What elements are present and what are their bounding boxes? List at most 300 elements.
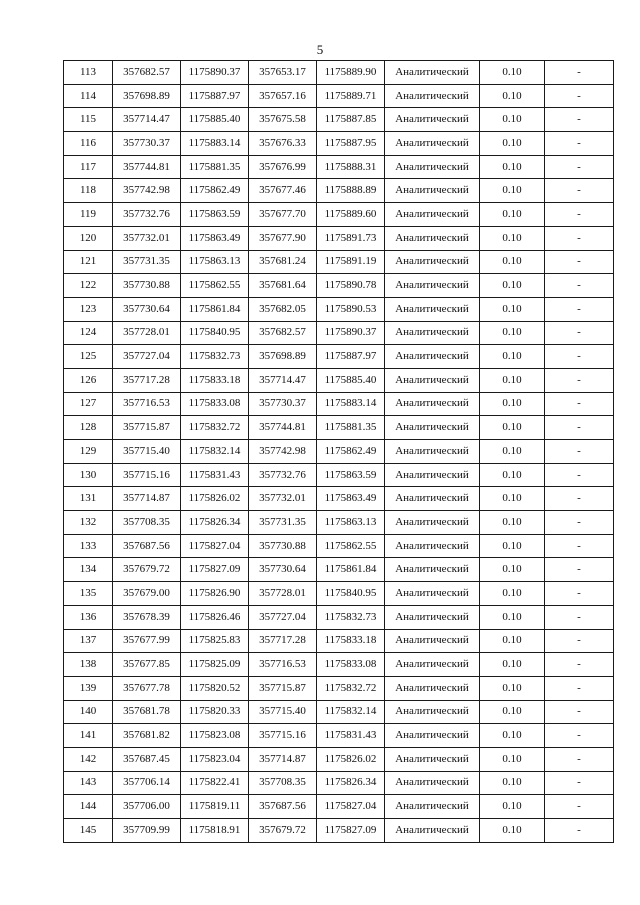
accuracy-cell: 0.10 [480, 226, 545, 250]
x-start-cell: 357731.35 [113, 250, 181, 274]
point-number-cell: 143 [64, 771, 113, 795]
y-start-cell: 1175818.91 [181, 819, 249, 843]
method-cell: Аналитический [385, 321, 480, 345]
note-cell: - [545, 250, 614, 274]
y-end-cell: 1175888.31 [317, 155, 385, 179]
note-cell: - [545, 61, 614, 85]
y-end-cell: 1175887.97 [317, 345, 385, 369]
note-cell: - [545, 463, 614, 487]
x-end-cell: 357677.70 [249, 203, 317, 227]
x-end-cell: 357679.72 [249, 819, 317, 843]
y-end-cell: 1175863.49 [317, 487, 385, 511]
table-row [64, 203, 614, 227]
x-end-cell: 357715.16 [249, 724, 317, 748]
table-row [64, 819, 614, 843]
point-number-cell: 142 [64, 747, 113, 771]
method-cell: Аналитический [385, 368, 480, 392]
method-cell: Аналитический [385, 771, 480, 795]
y-start-cell: 1175863.49 [181, 226, 249, 250]
x-end-cell: 357731.35 [249, 511, 317, 535]
method-cell: Аналитический [385, 463, 480, 487]
accuracy-cell: 0.10 [480, 440, 545, 464]
x-end-cell: 357714.47 [249, 368, 317, 392]
accuracy-cell: 0.10 [480, 108, 545, 132]
accuracy-cell: 0.10 [480, 629, 545, 653]
note-cell: - [545, 440, 614, 464]
y-end-cell: 1175827.09 [317, 819, 385, 843]
note-cell: - [545, 321, 614, 345]
method-cell: Аналитический [385, 653, 480, 677]
x-start-cell: 357677.99 [113, 629, 181, 653]
point-number-cell: 119 [64, 203, 113, 227]
y-end-cell: 1175831.43 [317, 724, 385, 748]
y-start-cell: 1175863.13 [181, 250, 249, 274]
point-number-cell: 116 [64, 132, 113, 156]
note-cell: - [545, 297, 614, 321]
y-end-cell: 1175861.84 [317, 558, 385, 582]
table-row [64, 297, 614, 321]
y-end-cell: 1175891.73 [317, 226, 385, 250]
accuracy-cell: 0.10 [480, 819, 545, 843]
y-start-cell: 1175887.97 [181, 84, 249, 108]
note-cell: - [545, 345, 614, 369]
method-cell: Аналитический [385, 203, 480, 227]
x-end-cell: 357727.04 [249, 605, 317, 629]
method-cell: Аналитический [385, 819, 480, 843]
note-cell: - [545, 724, 614, 748]
point-number-cell: 130 [64, 463, 113, 487]
method-cell: Аналитический [385, 132, 480, 156]
note-cell: - [545, 511, 614, 535]
y-start-cell: 1175822.41 [181, 771, 249, 795]
table-row [64, 771, 614, 795]
method-cell: Аналитический [385, 440, 480, 464]
x-end-cell: 357717.28 [249, 629, 317, 653]
y-start-cell: 1175820.33 [181, 700, 249, 724]
y-end-cell: 1175832.72 [317, 676, 385, 700]
table-row [64, 274, 614, 298]
y-start-cell: 1175827.04 [181, 534, 249, 558]
x-end-cell: 357682.05 [249, 297, 317, 321]
y-start-cell: 1175825.83 [181, 629, 249, 653]
table-row [64, 676, 614, 700]
accuracy-cell: 0.10 [480, 558, 545, 582]
note-cell: - [545, 819, 614, 843]
x-start-cell: 357715.16 [113, 463, 181, 487]
point-number-cell: 122 [64, 274, 113, 298]
note-cell: - [545, 795, 614, 819]
note-cell: - [545, 676, 614, 700]
note-cell: - [545, 132, 614, 156]
x-start-cell: 357677.85 [113, 653, 181, 677]
note-cell: - [545, 605, 614, 629]
x-end-cell: 357744.81 [249, 416, 317, 440]
note-cell: - [545, 534, 614, 558]
table-row [64, 463, 614, 487]
x-end-cell: 357715.40 [249, 700, 317, 724]
y-end-cell: 1175888.89 [317, 179, 385, 203]
point-number-cell: 137 [64, 629, 113, 653]
method-cell: Аналитический [385, 416, 480, 440]
point-number-cell: 117 [64, 155, 113, 179]
x-start-cell: 357679.72 [113, 558, 181, 582]
accuracy-cell: 0.10 [480, 345, 545, 369]
x-start-cell: 357706.14 [113, 771, 181, 795]
method-cell: Аналитический [385, 297, 480, 321]
x-start-cell: 357679.00 [113, 582, 181, 606]
accuracy-cell: 0.10 [480, 84, 545, 108]
y-start-cell: 1175832.72 [181, 416, 249, 440]
table-row [64, 582, 614, 606]
point-number-cell: 127 [64, 392, 113, 416]
y-start-cell: 1175826.46 [181, 605, 249, 629]
x-end-cell: 357681.64 [249, 274, 317, 298]
y-start-cell: 1175881.35 [181, 155, 249, 179]
x-start-cell: 357677.78 [113, 676, 181, 700]
method-cell: Аналитический [385, 226, 480, 250]
x-end-cell: 357708.35 [249, 771, 317, 795]
table-row [64, 416, 614, 440]
x-start-cell: 357698.89 [113, 84, 181, 108]
table-row [64, 605, 614, 629]
y-end-cell: 1175832.73 [317, 605, 385, 629]
accuracy-cell: 0.10 [480, 582, 545, 606]
point-number-cell: 134 [64, 558, 113, 582]
table-row [64, 511, 614, 535]
y-start-cell: 1175827.09 [181, 558, 249, 582]
point-number-cell: 124 [64, 321, 113, 345]
accuracy-cell: 0.10 [480, 724, 545, 748]
table-row [64, 747, 614, 771]
accuracy-cell: 0.10 [480, 463, 545, 487]
table-row [64, 700, 614, 724]
x-start-cell: 357714.87 [113, 487, 181, 511]
method-cell: Аналитический [385, 392, 480, 416]
point-number-cell: 131 [64, 487, 113, 511]
y-start-cell: 1175883.14 [181, 132, 249, 156]
table-row [64, 440, 614, 464]
method-cell: Аналитический [385, 155, 480, 179]
x-end-cell: 357730.64 [249, 558, 317, 582]
x-start-cell: 357730.64 [113, 297, 181, 321]
table-row [64, 487, 614, 511]
x-start-cell: 357714.47 [113, 108, 181, 132]
x-start-cell: 357715.40 [113, 440, 181, 464]
x-start-cell: 357730.37 [113, 132, 181, 156]
y-start-cell: 1175890.37 [181, 61, 249, 85]
x-end-cell: 357681.24 [249, 250, 317, 274]
y-end-cell: 1175889.60 [317, 203, 385, 227]
y-start-cell: 1175863.59 [181, 203, 249, 227]
x-end-cell: 357682.57 [249, 321, 317, 345]
note-cell: - [545, 558, 614, 582]
y-end-cell: 1175887.95 [317, 132, 385, 156]
y-end-cell: 1175863.59 [317, 463, 385, 487]
accuracy-cell: 0.10 [480, 605, 545, 629]
point-number-cell: 113 [64, 61, 113, 85]
accuracy-cell: 0.10 [480, 795, 545, 819]
accuracy-cell: 0.10 [480, 700, 545, 724]
y-start-cell: 1175825.09 [181, 653, 249, 677]
x-start-cell: 357732.01 [113, 226, 181, 250]
accuracy-cell: 0.10 [480, 368, 545, 392]
x-end-cell: 357716.53 [249, 653, 317, 677]
method-cell: Аналитический [385, 558, 480, 582]
x-start-cell: 357715.87 [113, 416, 181, 440]
y-start-cell: 1175840.95 [181, 321, 249, 345]
x-end-cell: 357728.01 [249, 582, 317, 606]
table-row [64, 132, 614, 156]
method-cell: Аналитический [385, 511, 480, 535]
point-number-cell: 133 [64, 534, 113, 558]
y-end-cell: 1175827.04 [317, 795, 385, 819]
x-end-cell: 357657.16 [249, 84, 317, 108]
x-start-cell: 357744.81 [113, 155, 181, 179]
point-number-cell: 141 [64, 724, 113, 748]
note-cell: - [545, 747, 614, 771]
y-end-cell: 1175887.85 [317, 108, 385, 132]
y-start-cell: 1175832.73 [181, 345, 249, 369]
x-end-cell: 357687.56 [249, 795, 317, 819]
x-start-cell: 357717.28 [113, 368, 181, 392]
accuracy-cell: 0.10 [480, 155, 545, 179]
y-end-cell: 1175863.13 [317, 511, 385, 535]
method-cell: Аналитический [385, 534, 480, 558]
x-start-cell: 357742.98 [113, 179, 181, 203]
note-cell: - [545, 84, 614, 108]
table-row [64, 368, 614, 392]
table-row [64, 653, 614, 677]
table-row [64, 629, 614, 653]
note-cell: - [545, 392, 614, 416]
method-cell: Аналитический [385, 747, 480, 771]
table-row [64, 534, 614, 558]
point-number-cell: 140 [64, 700, 113, 724]
method-cell: Аналитический [385, 487, 480, 511]
method-cell: Аналитический [385, 700, 480, 724]
method-cell: Аналитический [385, 179, 480, 203]
point-number-cell: 114 [64, 84, 113, 108]
x-end-cell: 357653.17 [249, 61, 317, 85]
accuracy-cell: 0.10 [480, 297, 545, 321]
accuracy-cell: 0.10 [480, 653, 545, 677]
note-cell: - [545, 274, 614, 298]
method-cell: Аналитический [385, 795, 480, 819]
y-end-cell: 1175862.49 [317, 440, 385, 464]
x-end-cell: 357676.33 [249, 132, 317, 156]
accuracy-cell: 0.10 [480, 61, 545, 85]
y-start-cell: 1175885.40 [181, 108, 249, 132]
accuracy-cell: 0.10 [480, 250, 545, 274]
table-row [64, 321, 614, 345]
x-end-cell: 357675.58 [249, 108, 317, 132]
x-start-cell: 357716.53 [113, 392, 181, 416]
note-cell: - [545, 629, 614, 653]
note-cell: - [545, 653, 614, 677]
note-cell: - [545, 108, 614, 132]
point-number-cell: 135 [64, 582, 113, 606]
table-row [64, 250, 614, 274]
y-start-cell: 1175820.52 [181, 676, 249, 700]
x-start-cell: 357706.00 [113, 795, 181, 819]
y-end-cell: 1175890.78 [317, 274, 385, 298]
point-number-cell: 123 [64, 297, 113, 321]
table-row [64, 226, 614, 250]
point-number-cell: 144 [64, 795, 113, 819]
note-cell: - [545, 155, 614, 179]
note-cell: - [545, 368, 614, 392]
method-cell: Аналитический [385, 724, 480, 748]
x-start-cell: 357709.99 [113, 819, 181, 843]
x-start-cell: 357681.78 [113, 700, 181, 724]
method-cell: Аналитический [385, 582, 480, 606]
y-start-cell: 1175833.18 [181, 368, 249, 392]
point-number-cell: 132 [64, 511, 113, 535]
method-cell: Аналитический [385, 629, 480, 653]
x-end-cell: 357714.87 [249, 747, 317, 771]
accuracy-cell: 0.10 [480, 747, 545, 771]
x-start-cell: 357687.56 [113, 534, 181, 558]
table-row [64, 84, 614, 108]
table-row [64, 108, 614, 132]
method-cell: Аналитический [385, 84, 480, 108]
point-number-cell: 128 [64, 416, 113, 440]
y-end-cell: 1175862.55 [317, 534, 385, 558]
note-cell: - [545, 700, 614, 724]
point-number-cell: 118 [64, 179, 113, 203]
method-cell: Аналитический [385, 61, 480, 85]
accuracy-cell: 0.10 [480, 771, 545, 795]
y-start-cell: 1175831.43 [181, 463, 249, 487]
point-number-cell: 145 [64, 819, 113, 843]
accuracy-cell: 0.10 [480, 534, 545, 558]
method-cell: Аналитический [385, 274, 480, 298]
point-number-cell: 126 [64, 368, 113, 392]
x-start-cell: 357681.82 [113, 724, 181, 748]
x-start-cell: 357687.45 [113, 747, 181, 771]
y-start-cell: 1175826.34 [181, 511, 249, 535]
accuracy-cell: 0.10 [480, 132, 545, 156]
table-row [64, 558, 614, 582]
method-cell: Аналитический [385, 250, 480, 274]
point-number-cell: 129 [64, 440, 113, 464]
point-number-cell: 125 [64, 345, 113, 369]
y-start-cell: 1175833.08 [181, 392, 249, 416]
note-cell: - [545, 487, 614, 511]
accuracy-cell: 0.10 [480, 416, 545, 440]
x-end-cell: 357732.01 [249, 487, 317, 511]
table-row [64, 179, 614, 203]
x-start-cell: 357728.01 [113, 321, 181, 345]
y-end-cell: 1175883.14 [317, 392, 385, 416]
x-end-cell: 357677.90 [249, 226, 317, 250]
y-end-cell: 1175890.53 [317, 297, 385, 321]
note-cell: - [545, 226, 614, 250]
point-number-cell: 136 [64, 605, 113, 629]
method-cell: Аналитический [385, 108, 480, 132]
y-end-cell: 1175890.37 [317, 321, 385, 345]
table-body [64, 61, 614, 843]
page-number: 5 [316, 42, 324, 57]
x-start-cell: 357708.35 [113, 511, 181, 535]
accuracy-cell: 0.10 [480, 511, 545, 535]
point-number-cell: 139 [64, 676, 113, 700]
y-start-cell: 1175823.04 [181, 747, 249, 771]
y-start-cell: 1175832.14 [181, 440, 249, 464]
y-end-cell: 1175891.19 [317, 250, 385, 274]
note-cell: - [545, 771, 614, 795]
accuracy-cell: 0.10 [480, 321, 545, 345]
y-end-cell: 1175833.08 [317, 653, 385, 677]
x-start-cell: 357727.04 [113, 345, 181, 369]
y-end-cell: 1175833.18 [317, 629, 385, 653]
accuracy-cell: 0.10 [480, 274, 545, 298]
note-cell: - [545, 179, 614, 203]
x-start-cell: 357732.76 [113, 203, 181, 227]
y-start-cell: 1175819.11 [181, 795, 249, 819]
x-end-cell: 357698.89 [249, 345, 317, 369]
table-row [64, 795, 614, 819]
note-cell: - [545, 582, 614, 606]
point-number-cell: 138 [64, 653, 113, 677]
accuracy-cell: 0.10 [480, 676, 545, 700]
x-end-cell: 357730.88 [249, 534, 317, 558]
x-end-cell: 357732.76 [249, 463, 317, 487]
x-end-cell: 357730.37 [249, 392, 317, 416]
note-cell: - [545, 203, 614, 227]
y-end-cell: 1175885.40 [317, 368, 385, 392]
x-end-cell: 357676.99 [249, 155, 317, 179]
x-end-cell: 357742.98 [249, 440, 317, 464]
y-start-cell: 1175862.55 [181, 274, 249, 298]
accuracy-cell: 0.10 [480, 179, 545, 203]
accuracy-cell: 0.10 [480, 392, 545, 416]
coordinates-table [63, 60, 614, 843]
x-start-cell: 357682.57 [113, 61, 181, 85]
y-end-cell: 1175826.34 [317, 771, 385, 795]
table-row [64, 345, 614, 369]
y-end-cell: 1175826.02 [317, 747, 385, 771]
y-end-cell: 1175889.90 [317, 61, 385, 85]
y-start-cell: 1175861.84 [181, 297, 249, 321]
method-cell: Аналитический [385, 345, 480, 369]
point-number-cell: 115 [64, 108, 113, 132]
x-end-cell: 357677.46 [249, 179, 317, 203]
y-start-cell: 1175826.90 [181, 582, 249, 606]
method-cell: Аналитический [385, 676, 480, 700]
x-start-cell: 357730.88 [113, 274, 181, 298]
y-end-cell: 1175881.35 [317, 416, 385, 440]
y-end-cell: 1175832.14 [317, 700, 385, 724]
y-end-cell: 1175889.71 [317, 84, 385, 108]
x-start-cell: 357678.39 [113, 605, 181, 629]
y-start-cell: 1175823.08 [181, 724, 249, 748]
y-start-cell: 1175826.02 [181, 487, 249, 511]
table-row [64, 155, 614, 179]
x-end-cell: 357715.87 [249, 676, 317, 700]
point-number-cell: 120 [64, 226, 113, 250]
accuracy-cell: 0.10 [480, 487, 545, 511]
y-end-cell: 1175840.95 [317, 582, 385, 606]
y-start-cell: 1175862.49 [181, 179, 249, 203]
method-cell: Аналитический [385, 605, 480, 629]
table-row [64, 61, 614, 85]
table-row [64, 724, 614, 748]
note-cell: - [545, 416, 614, 440]
table-row [64, 392, 614, 416]
point-number-cell: 121 [64, 250, 113, 274]
accuracy-cell: 0.10 [480, 203, 545, 227]
